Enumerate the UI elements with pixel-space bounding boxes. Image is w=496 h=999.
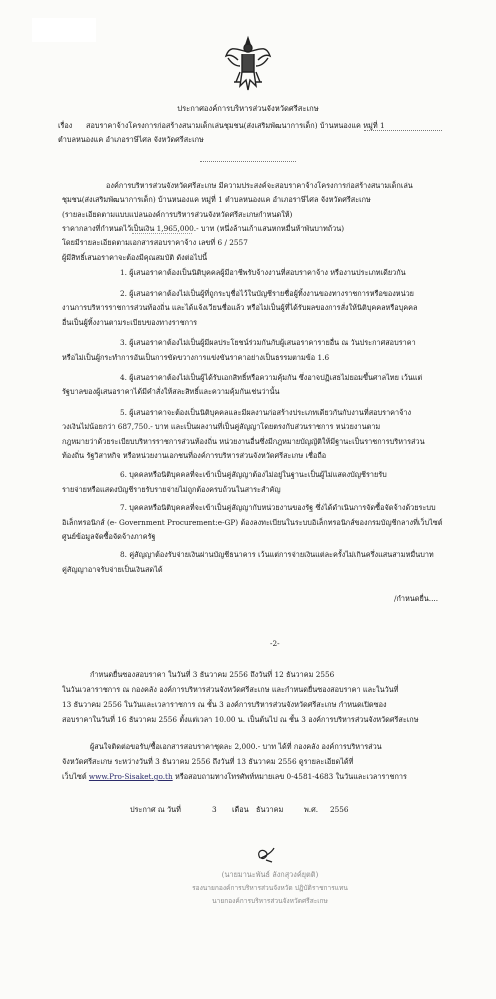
- qualification-line: กฎหมายว่าด้วยระเบียบบริหารราชการส่วนท้องถิ่น หน่วยงานอื่นซึ่งมีกฎหมายบัญญัติให้มีฐานะเป็นราชการบริหารส่วน: [62, 437, 425, 446]
- qualification-line: คู่สัญญาอาจรับจ่ายเป็นเงินสดได้: [62, 565, 163, 574]
- qualification-line: งานการบริหารราชการส่วนท้องถิ่น และได้แจ้งเวียนชื่อแล้ว หรือไม่เป็นผู้ที่ได้รับผลของการสั่งให้นิติบุคคลหรือบุคคล: [62, 303, 418, 312]
- document-number-line: โดยมีรายละเอียดตามเอกสารสอบราคาจ้าง เลขที่ 6 / 2557: [62, 238, 248, 247]
- schedule-line: 13 ธันวาคม 2556 ในวันและเวลาราชการ ณ ชั้น 3 องค์การบริหารส่วนจังหวัดศรีสะเกษ กำหนดเปิดซอง: [62, 700, 387, 709]
- intro-line: องค์การบริหารส่วนจังหวัดศรีสะเกษ มีความประสงค์จะสอบราคาจ้างโครงการก่อสร้างสนามเด็กเล่น: [106, 181, 413, 190]
- purchase-line: ผู้สนใจติดต่อขอรับ/ซื้อเอกสารสอบราคาชุดละ 2,000.- บาท ได้ที่ กองคลัง องค์การบริหารส่วน: [90, 742, 382, 751]
- qualification-line: หรือไม่เป็นผู้กระทำการอันเป็นการขัดขวางการแข่งขันราคาอย่างเป็นธรรมตามข้อ 1.6: [62, 353, 330, 362]
- website-link[interactable]: www.Pro-Sisaket.go.th: [88, 772, 173, 781]
- purchase-line: จังหวัดศรีสะเกษ ระหว่างวันที่ 3 ธันวาคม 2556 ถึงวันที่ 13 ธันวาคม 2556 ดูรายละเอียดได้ที่: [62, 757, 354, 766]
- subject-label: เรื่อง: [58, 121, 73, 130]
- website-suffix: หรือสอบถามทางโทรศัพท์หมายเลข 0-4581-4683 ในวันและเวลาราชการ: [175, 772, 407, 781]
- announce-date-label: ประกาศ ณ วันที่: [130, 805, 181, 814]
- website-line: [62, 772, 407, 781]
- subject-line-1: สอบราคาจ้างโครงการก่อสร้างสนามเด็กเล่นชุมชน(ส่งเสริมพัฒนาการเด็ก) บ้านหนองแค หมู่ที่ 1: [86, 121, 385, 130]
- website-prefix: เว็บไซต์: [62, 772, 87, 781]
- announce-year-label: พ.ศ.: [304, 805, 319, 814]
- qualification-line: ท้องถิ่น รัฐวิสาหกิจ หรือหน่วยงานเอกชนที่องค์การบริหารส่วนจังหวัดศรีสะเกษ เชื่อถือ: [62, 451, 327, 460]
- signer-name: (นายมานะพันธ์ ลังกสุวงค์ยุตติ): [221, 870, 319, 879]
- redacted-area: [32, 18, 96, 42]
- qualification-line: 1. ผู้เสนอราคาต้องเป็นนิติบุคคลผู้มีอาชีพรับจ้างงานที่สอบราคาจ้าง หรืองานประเภทเดียวกัน: [120, 268, 406, 277]
- qualification-line: 7. บุคคลหรือนิติบุคคลที่จะเข้าเป็นคู่สัญญากับหน่วยงานของรัฐ ซึ่งได้ดำเนินการจัดซื้อจัดจ้างด้วยระบบ: [120, 503, 436, 512]
- qualification-line: 4. ผู้เสนอราคาต้องไม่เป็นผู้ได้รับเอกสิทธิ์หรือความคุ้มกัน ซึ่งอาจปฏิเสธไม่ยอมขึ้นศาลไทย เว้นแต่: [120, 373, 423, 382]
- subject-line-2: ตำบลหนองแค อำเภอราษีไศล จังหวัดศรีสะเกษ: [58, 135, 204, 144]
- qualification-line: รายจ่ายหรือแสดงบัญชีรายรับรายจ่ายไม่ถูกต้องครบถ้วนในสาระสำคัญ: [62, 485, 281, 494]
- qualification-line: 3. ผู้เสนอราคาต้องไม่เป็นผู้มีผลประโยชน์ร่วมกันกับผู้เสนอราคารายอื่น ณ วันประกาศสอบราคา: [120, 338, 416, 347]
- announcement-title: ประกาศองค์การบริหารส่วนจังหวัดศรีสะเกษ: [177, 104, 319, 113]
- announce-year: 2556: [330, 805, 349, 814]
- garuda-emblem-icon: [224, 34, 272, 94]
- intro-line: (รายละเอียดตามแบบแปลนองค์การบริหารส่วนจังหวัดศรีสะเกษกำหนดให้): [62, 210, 293, 219]
- reference-price-line: ราคากลางที่กำหนดไว้เป็นเงิน 1,965,000.- บาท (หนึ่งล้านเก้าแสนหกหมื่นห้าพันบาทถ้วน): [62, 224, 345, 233]
- qualification-line: 2. ผู้เสนอราคาต้องไม่เป็นผู้ที่ถูกระบุชื่อไว้ในบัญชีรายชื่อผู้ทิ้งงานของทางราชการหรือของหน่วย: [120, 289, 414, 298]
- qualification-heading: ผู้มีสิทธิ์เสนอราคาจะต้องมีคุณสมบัติ ดังต่อไปนี้: [62, 253, 208, 262]
- qualification-line: วงเงินไม่น้อยกว่า 687,750.- บาท และเป็นผลงานที่เป็นคู่สัญญาโดยตรงกับส่วนราชการ หน่วยงานตาม: [62, 422, 381, 431]
- signer-title-1: รองนายกองค์การบริหารส่วนจังหวัด ปฏิบัติราชการแทน: [192, 884, 348, 892]
- qualification-line: ศูนย์ข้อมูลจัดซื้อจัดจ้างภาครัฐ: [62, 532, 156, 541]
- qualification-line: 5. ผู้เสนอราคาจะต้องเป็นนิติบุคคลและมีผลงานก่อสร้างประเภทเดียวกันกับงานที่สอบราคาจ้าง: [120, 408, 412, 417]
- announce-month-label: เดือน: [232, 805, 249, 814]
- qualification-line: รัฐบาลของผู้เสนอราคาได้มีคำสั่งให้สละสิทธิ์และความคุ้มกันเช่นว่านั้น: [62, 387, 280, 396]
- qualification-line: 8. คู่สัญญาต้องรับจ่ายเงินผ่านบัญชีธนาคาร เว้นแต่การจ่ายเงินแต่ละครั้งไม่เกินครึ่งแสนสามหมื่นบาท: [120, 550, 434, 559]
- page-number: -2-: [270, 639, 280, 648]
- qualification-line: อิเล็กทรอนิกส์ (e- Government Procurement:e-GP) ต้องลงทะเบียนในระบบอิเล็กทรอนิกส์ของกรมบัญชีกลางที่เว็บไซต์: [62, 518, 443, 527]
- schedule-line: ในวันเวลาราชการ ณ กองคลัง องค์การบริหารส่วนจังหวัดศรีสะเกษ และกำหนดยื่นซองสอบราคา และในวันที่: [62, 685, 399, 694]
- schedule-line: สอบราคาในวันที่ 16 ธันวาคม 2556 ตั้งแต่เวลา 10.00 น. เป็นต้นไป ณ ชั้น 3 องค์การบริหารส่วนจังหวัดศรีสะเกษ: [62, 715, 419, 724]
- announce-day: 3: [212, 805, 217, 814]
- qualification-line: อื่นเป็นผู้ทิ้งงานตามระเบียบของทางราชการ: [62, 318, 198, 327]
- schedule-line: กำหนดยื่นซองสอบราคา ในวันที่ 3 ธันวาคม 2556 ถึงวันที่ 12 ธันวาคม 2556: [90, 670, 335, 679]
- subject-underline: [364, 130, 442, 131]
- signer-title-2: นายกองค์การบริหารส่วนจังหวัดศรีสะเกษ: [212, 897, 328, 905]
- separator-dotline: [200, 161, 296, 162]
- qualification-line: 6. บุคคลหรือนิติบุคคลที่จะเข้าเป็นคู่สัญญาต้องไม่อยู่ในฐานะเป็นผู้ไม่แสดงบัญชีรายรับ: [120, 470, 387, 479]
- price-underline: [132, 233, 192, 234]
- announce-month: ธันวาคม: [256, 805, 284, 814]
- intro-line: ชุมชน(ส่งเสริมพัฒนาการเด็ก) บ้านหนองแค หมู่ที่ 1 ตำบลหนองแค อำเภอราษีไศล จังหวัดศรีสะเกษ: [62, 195, 371, 204]
- continue-note: /กำหนดยื่น....: [394, 594, 439, 603]
- signature-mark-icon: [254, 846, 278, 864]
